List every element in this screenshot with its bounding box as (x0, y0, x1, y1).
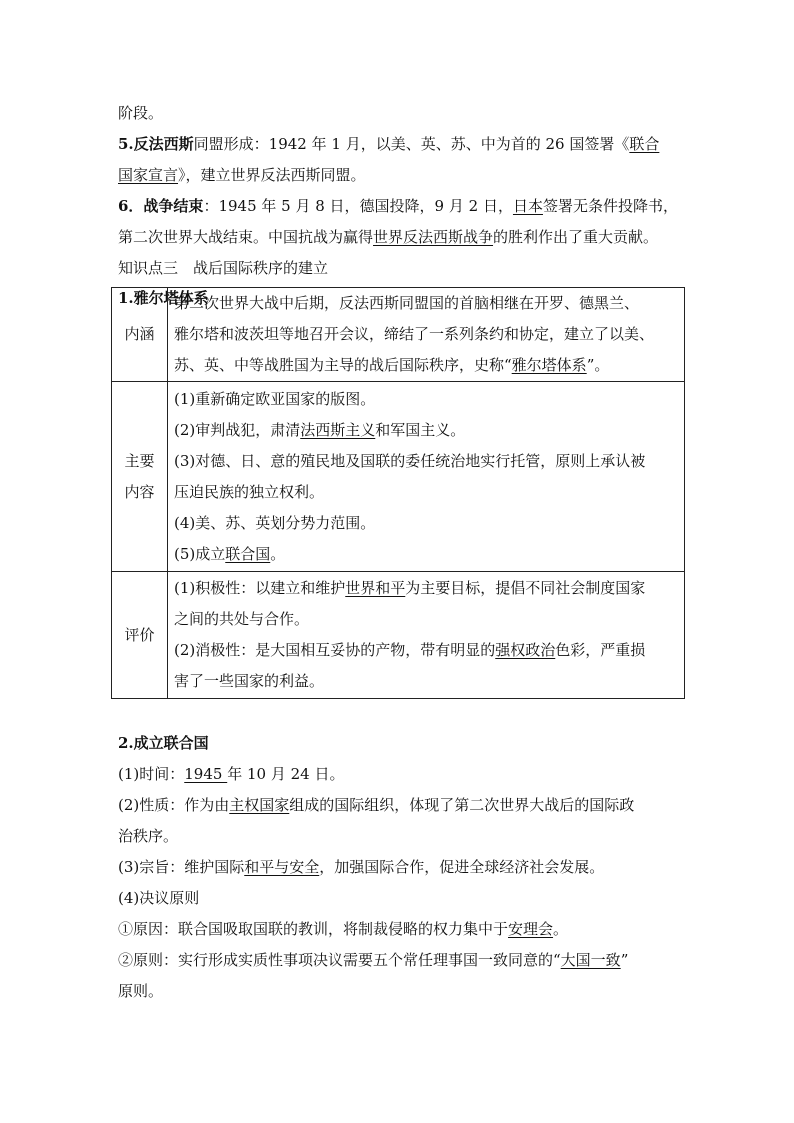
text-line (118, 795, 634, 815)
cell-line: (3)对德、日、意的殖民地及国联的委任统治地实行托管，原则上承认被 (174, 451, 646, 470)
keyword-underlined: 大国一致 (560, 951, 621, 969)
text-segment: 签署无条件投降书， (542, 197, 678, 215)
text-segment: (1)时间： (118, 765, 185, 783)
text-line (118, 919, 568, 939)
keyword-underlined: 主权国家 (229, 796, 290, 814)
table-cell (168, 382, 685, 572)
text-segment: ” (620, 951, 629, 969)
text-segment: 》，建立世界反法西斯同盟。 (178, 166, 366, 184)
cell-line: 害了一些国家的利益。 (174, 672, 325, 690)
table-row (112, 382, 685, 572)
row-header-connotation (112, 288, 168, 382)
row-header-label: 主要 (124, 451, 155, 470)
text-line: (4)决议原则 (118, 889, 200, 907)
text-segment: 的胜利作出了重大贡献。 (493, 228, 659, 246)
text-line (118, 165, 366, 185)
cell-line: 雅尔塔和波茨坦等地召开会议，缔结了一系列条约和协定，建立了以美、 (174, 325, 655, 343)
keyword-underlined: 强权政治 (495, 641, 556, 659)
text-segment: ②原则：实行形成实质性事项决议需要五个常任理事国一致同意的“ (118, 951, 561, 969)
text-line: 原则。 (118, 982, 164, 1000)
cell-line: (4)美、苏、英划分势力范围。 (174, 513, 376, 532)
subsection-heading: 2.成立联合国 (118, 734, 209, 752)
knowledge-point-heading: 知识点三 战后国际秩序的建立 (118, 259, 329, 277)
cell-line (174, 539, 680, 570)
text-segment: 同盟形成：1942 年 1 月，以美、英、苏、中为首的 26 国签署《 (193, 135, 630, 153)
text-segment: 和军国主义。 (375, 420, 466, 439)
text-segment: ：1945 年 5 月 8 日，德国投降，9 月 2 日， (203, 197, 513, 215)
text-line (118, 764, 344, 784)
cell-line: 之间的共处与合作。 (174, 610, 310, 628)
cell-line (174, 350, 680, 381)
keyword-underlined: 联合 (629, 135, 660, 153)
section-heading: 6．战争结束 (118, 197, 204, 215)
text-line (118, 227, 658, 247)
cell-line: 压迫民族的独立权利。 (174, 482, 325, 501)
keyword-underlined: 联合国 (225, 544, 271, 563)
text-segment: (2)审判战犯，肃清 (174, 420, 301, 439)
keyword-underlined: 国家宣言 (118, 166, 179, 184)
table-row (112, 572, 685, 699)
table-row (112, 288, 685, 382)
text-segment: 第二次世界大战结束。中国抗战为赢得 (118, 228, 374, 246)
text-segment: (3)宗旨：维护国际 (118, 858, 245, 876)
text-segment: 阶段。 (118, 104, 164, 122)
row-header-label: 评价 (124, 625, 155, 644)
keyword-underlined: 安理会 (508, 920, 554, 938)
text-line (118, 196, 678, 216)
text-segment: 。 (553, 920, 569, 938)
text-segment: ，加强国际合作，促进全球经济社会发展。 (319, 858, 605, 876)
text-segment: (2)性质：作为由 (118, 796, 230, 814)
keyword-underlined: 1945 (184, 765, 228, 783)
keyword-underlined: 雅尔塔体系 (511, 356, 587, 374)
text-segment: ”。 (586, 356, 610, 374)
keyword-underlined: 世界反法西斯战争 (373, 228, 494, 246)
text-segment: 苏、英、中等战胜国为主导的战后国际秩序，史称“ (174, 356, 512, 374)
row-header-main-content (112, 382, 168, 572)
text-segment: (1)积极性：以建立和维护 (174, 579, 346, 597)
text-segment: 组成的国际组织，体现了第二次世界大战后的国际政 (289, 796, 635, 814)
keyword-underlined: 日本 (512, 197, 543, 215)
text-line (118, 134, 659, 154)
cell-line (174, 415, 680, 446)
cell-line (174, 573, 680, 604)
text-line (118, 857, 604, 877)
text-segment: 。 (270, 544, 286, 563)
text-segment: (5)成立 (174, 544, 226, 563)
row-header-evaluation (112, 572, 168, 699)
cell-line: 第二次世界大战中后期，反法西斯同盟国的首脑相继在开罗、德黑兰、 (174, 294, 640, 312)
keyword-underlined: 和平与安全 (244, 858, 320, 876)
cell-line: (1)重新确定欧亚国家的版图。 (174, 389, 376, 408)
text-segment: (2)消极性：是大国相互妥协的产物，带有明显的 (174, 641, 496, 659)
yalta-system-table (111, 287, 685, 699)
keyword-underlined: 世界和平 (345, 579, 406, 597)
text-line: 治秩序。 (118, 827, 179, 845)
text-line (118, 950, 628, 970)
table-cell (168, 288, 685, 382)
cell-line (174, 635, 680, 666)
text-segment: 年 10 月 24 日。 (227, 765, 345, 783)
table-cell (168, 572, 685, 699)
keyword-underlined: 法西斯主义 (300, 420, 376, 439)
text-segment: 为主要目标，提倡不同社会制度国家 (405, 579, 646, 597)
row-header-label: 内容 (124, 482, 155, 501)
row-header-label: 内涵 (124, 325, 155, 343)
subsection-heading: 1.雅尔塔体系 (118, 289, 209, 307)
text-segment: 色彩，严重损 (555, 641, 646, 659)
section-heading: 5.反法西斯 (118, 135, 194, 153)
text-segment: ①原因：联合国吸取国联的教训，将制裁侵略的权力集中于 (118, 920, 509, 938)
text-line (118, 103, 163, 123)
